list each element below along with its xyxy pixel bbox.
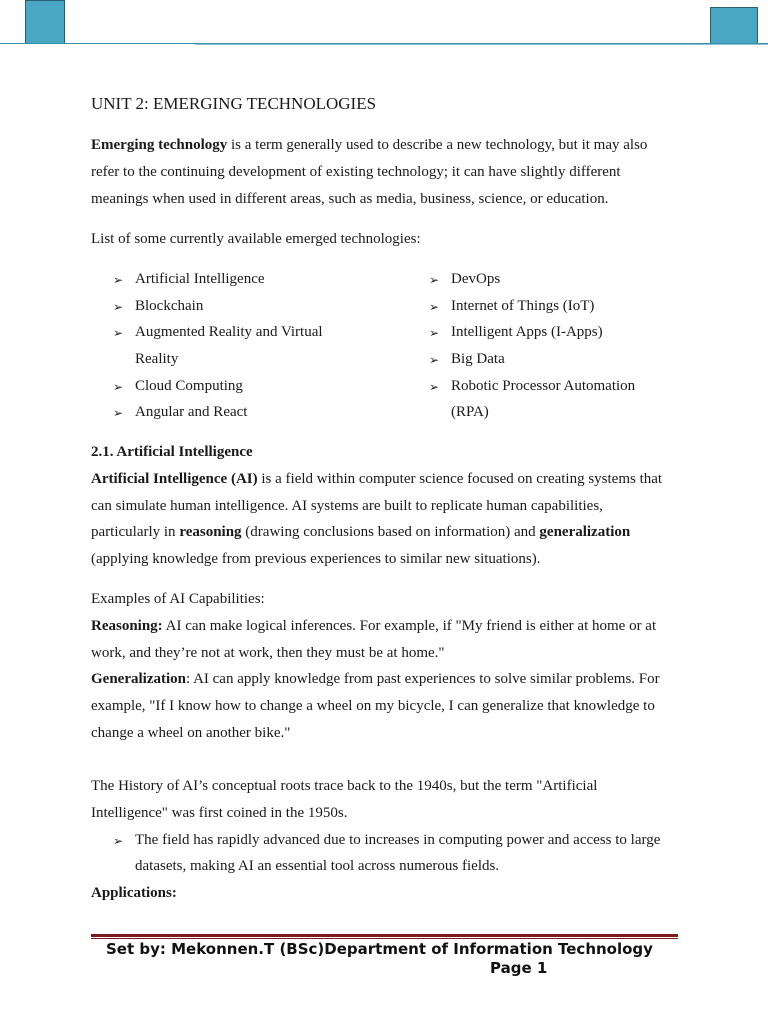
tech-item: Angular and React xyxy=(135,404,248,420)
bullet-arrow-icon: ➢ xyxy=(113,273,124,287)
footer-rule xyxy=(91,934,678,937)
bullet-arrow-icon: ➢ xyxy=(113,834,124,848)
generalization-line-2: example, "If I know how to change a wheel on my bicycle, I can generalize that knowledge to xyxy=(91,698,655,714)
ai-term: Artificial Intelligence (AI) xyxy=(91,471,258,487)
tech-item: DevOps xyxy=(451,271,501,287)
intro-term: Emerging technology xyxy=(91,137,228,153)
generalization-line-1 xyxy=(91,671,660,688)
ai-para-line-3-a: particularly in xyxy=(91,524,180,540)
bullet-arrow-icon: ➢ xyxy=(429,353,440,367)
list-intro: List of some currently available emerged technologies: xyxy=(91,231,421,247)
header-corner-block-left xyxy=(25,0,65,44)
history-line-2: Intelligence" was first coined in the 1950s. xyxy=(91,805,348,821)
history-line-1: The History of AI’s conceptual roots trace back to the 1940s, but the term "Artificial xyxy=(91,778,598,794)
applications-heading: Applications: xyxy=(91,885,177,901)
generalization-term: generalization xyxy=(539,524,631,540)
examples-heading: Examples of AI Capabilities: xyxy=(91,591,265,607)
page-number: 1 xyxy=(536,959,548,977)
bullet-arrow-icon: ➢ xyxy=(113,406,124,420)
tech-item: Cloud Computing xyxy=(135,378,243,394)
intro-line-2: refer to the continuing development of existing technology; it can have slightly different xyxy=(91,164,621,180)
ai-para-line-2: can simulate human intelligence. AI systems are built to replicate human capabilities, xyxy=(91,498,603,514)
tech-item-continuation: (RPA) xyxy=(451,404,489,420)
intro-line-3: meanings when used in different areas, such as media, business, science, or education. xyxy=(91,191,609,207)
bullet-arrow-icon: ➢ xyxy=(429,300,440,314)
bullet-arrow-icon: ➢ xyxy=(113,300,124,314)
footer-author: Set by: Mekonnen.T (BSc)Department of Information Technology xyxy=(106,940,653,958)
tech-item-continuation: Reality xyxy=(135,351,179,367)
section-heading: 2.1. Artificial Intelligence xyxy=(91,444,253,460)
tech-item: Internet of Things (IoT) xyxy=(451,298,595,314)
footer-page xyxy=(490,959,547,977)
tech-item: Big Data xyxy=(451,351,505,367)
header-rule-shadow xyxy=(195,44,768,45)
ai-para-line-1 xyxy=(91,471,662,488)
intro-line-1 xyxy=(91,137,647,154)
bullet-arrow-icon: ➢ xyxy=(429,380,440,394)
intro-line-1-text: is a term generally used to describe a new technology, but it may also xyxy=(227,137,648,153)
reasoning-line-1 xyxy=(91,618,656,635)
field-bullet-line-2: datasets, making AI an essential tool across numerous fields. xyxy=(135,858,500,874)
tech-item: Augmented Reality and Virtual xyxy=(135,324,323,340)
reasoning-term: reasoning xyxy=(179,524,242,540)
ai-para-line-3 xyxy=(91,524,630,541)
tech-item: Blockchain xyxy=(135,298,204,314)
page-label: Page xyxy=(490,959,532,977)
header-corner-block-right xyxy=(710,7,758,44)
tech-item: Artificial Intelligence xyxy=(135,271,265,287)
reasoning-line-2: work, and they’re not at work, then they must be at home." xyxy=(91,645,445,661)
field-bullet-line-1: The field has rapidly advanced due to increases in computing power and access to large xyxy=(135,832,661,848)
generalization-label: Generalization xyxy=(91,671,186,687)
generalization-line-1-text: : AI can apply knowledge from past experiences to solve similar problems. For xyxy=(185,671,660,687)
footer-rule-thin xyxy=(91,938,678,939)
generalization-line-3: change a wheel on another bike." xyxy=(91,725,291,741)
ai-para-line-3-c: (drawing conclusions based on information) and xyxy=(241,524,540,540)
reasoning-label: Reasoning: xyxy=(91,618,163,634)
reasoning-line-1-text: AI can make logical inferences. For example, if "My friend is either at home or at xyxy=(162,618,657,634)
bullet-arrow-icon: ➢ xyxy=(113,380,124,394)
bullet-arrow-icon: ➢ xyxy=(429,326,440,340)
ai-para-line-1-text: is a field within computer science focused on creating systems that xyxy=(257,471,663,487)
ai-para-line-4: (applying knowledge from previous experiences to similar new situations). xyxy=(91,551,541,567)
tech-item: Intelligent Apps (I-Apps) xyxy=(451,324,603,340)
unit-title: UNIT 2: EMERGING TECHNOLOGIES xyxy=(91,94,377,113)
bullet-arrow-icon: ➢ xyxy=(113,326,124,340)
tech-item: Robotic Processor Automation xyxy=(451,378,636,394)
bullet-arrow-icon: ➢ xyxy=(429,273,440,287)
